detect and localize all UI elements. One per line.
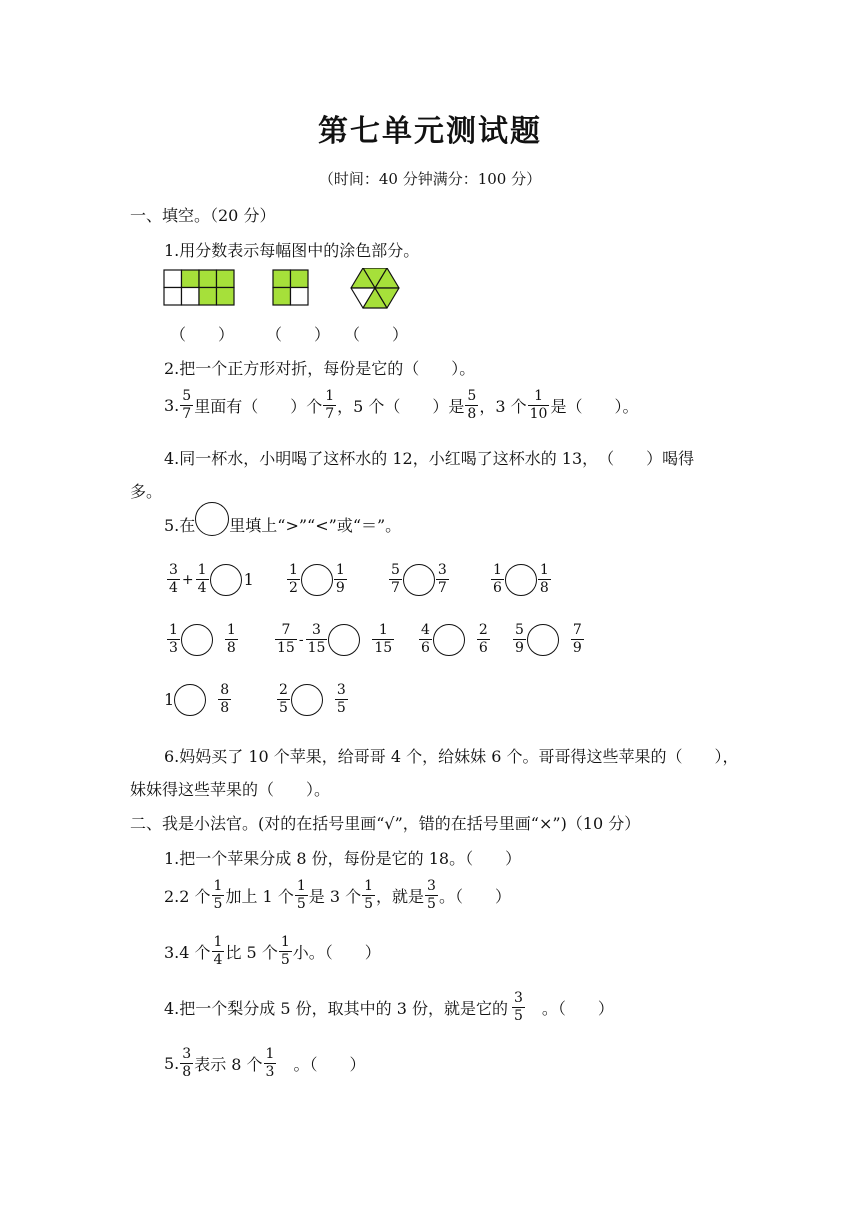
compare-3: $\frac{5}{7}$ $\frac{3}{7}$ <box>391 562 447 596</box>
q1-text: 1.用分数表示每幅图中的涂色部分。 <box>164 241 420 260</box>
fraction: $\frac{5}{8}$ <box>467 388 477 422</box>
q5-line: 5.在 里填上“>”“<”或“＝”。 <box>164 512 401 536</box>
q4-line1: 4.同一杯水，小明喝了这杯水的 12，小红喝了这杯水的 13， （ ）喝得 <box>164 449 695 468</box>
compare-5: $\frac{1}{3}$ $\frac{1}{8}$ <box>169 622 236 656</box>
compare-circle[interactable] <box>174 684 206 716</box>
q1-blank-2[interactable]: （ ） <box>266 325 331 344</box>
compare-7: $\frac{4}{6}$ $\frac{2}{6}$ <box>421 622 488 656</box>
q4-line2: 多。 <box>130 482 163 501</box>
q6-line2: 妹妹得这些苹果的（ ）。 <box>130 780 331 799</box>
s2-q4: 4.把一个梨分成 5 份，取其中的 3 份，就是它的 $\frac{3}{5}$ 。（ ） <box>164 990 614 1024</box>
circle-icon <box>195 502 229 536</box>
q1-blank-3[interactable]: （ ） <box>344 325 409 344</box>
s2-q1: 1.把一个苹果分成 8 份，每份是它的 18。（ ） <box>164 849 522 868</box>
compare-6: $\frac{7}{15}$ - $\frac{3}{15}$ $\frac{1}{15}$ <box>277 622 393 656</box>
compare-4: $\frac{1}{6}$ $\frac{1}{8}$ <box>493 562 549 596</box>
compare-circle[interactable] <box>403 564 435 596</box>
s2-q3: 3.4 个 $\frac{1}{4}$ 比 5 个 $\frac{1}{5}$ 小。（ ） <box>164 934 381 968</box>
compare-circle[interactable] <box>291 684 323 716</box>
compare-circle[interactable] <box>301 564 333 596</box>
compare-circle[interactable] <box>527 624 559 656</box>
compare-1: $\frac{3}{4}$ + $\frac{1}{4}$ 1 <box>169 562 254 596</box>
compare-circle[interactable] <box>210 564 242 596</box>
compare-circle[interactable] <box>505 564 537 596</box>
compare-circle[interactable] <box>181 624 213 656</box>
section1-heading: 一、填空。（20 分） <box>130 206 276 225</box>
page-title: 第七单元测试题 <box>318 114 542 149</box>
compare-10: $\frac{2}{5}$ $\frac{3}{5}$ <box>279 682 346 716</box>
compare-9: 1 $\frac{8}{8}$ <box>164 682 230 716</box>
section2-heading: 二、我是小法官。(对的在括号里画“√”，错的在括号里画“×”)（10 分） <box>130 814 641 833</box>
q1-figures <box>163 268 403 310</box>
q3-line: 3. $\frac{5}{7}$ 里面有（ ）个 $\frac{1}{7}$ ，5 个（ ）是 $\frac{5}{8}$ ，3 个 $\frac{1}{10}$ 是（ ）。 <box>164 388 639 422</box>
figure-rectangle <box>164 270 234 305</box>
s2-q2: 2.2 个 $\frac{1}{5}$ 加上 1 个 $\frac{1}{5}$ 是 3 个 $\frac{1}{5}$ ，就是 $\frac{3}{5}$ 。（ ） <box>164 878 511 912</box>
fraction: $\frac{1}{7}$ <box>325 388 335 422</box>
figure-hexagon <box>351 268 399 308</box>
q2-text: 2.把一个正方形对折，每份是它的（ ）。 <box>164 359 476 378</box>
q1-blank-1[interactable]: （ ） <box>170 325 235 344</box>
compare-circle[interactable] <box>328 624 360 656</box>
fraction: $\frac{1}{10}$ <box>529 388 548 422</box>
s2-q5: 5. $\frac{3}{8}$ 表示 8 个 $\frac{1}{3}$ 。（ ） <box>164 1046 366 1080</box>
compare-8: $\frac{5}{9}$ $\frac{7}{9}$ <box>515 622 582 656</box>
fraction: $\frac{5}{7}$ <box>182 388 192 422</box>
figure-square <box>273 270 308 305</box>
q6-line1: 6.妈妈买了 10 个苹果，给哥哥 4 个，给妹妹 6 个。哥哥得这些苹果的（ ）， <box>164 747 739 766</box>
page-subtitle: （时间：40 分钟满分：100 分） <box>318 170 542 188</box>
compare-circle[interactable] <box>433 624 465 656</box>
compare-2: $\frac{1}{2}$ $\frac{1}{9}$ <box>289 562 345 596</box>
